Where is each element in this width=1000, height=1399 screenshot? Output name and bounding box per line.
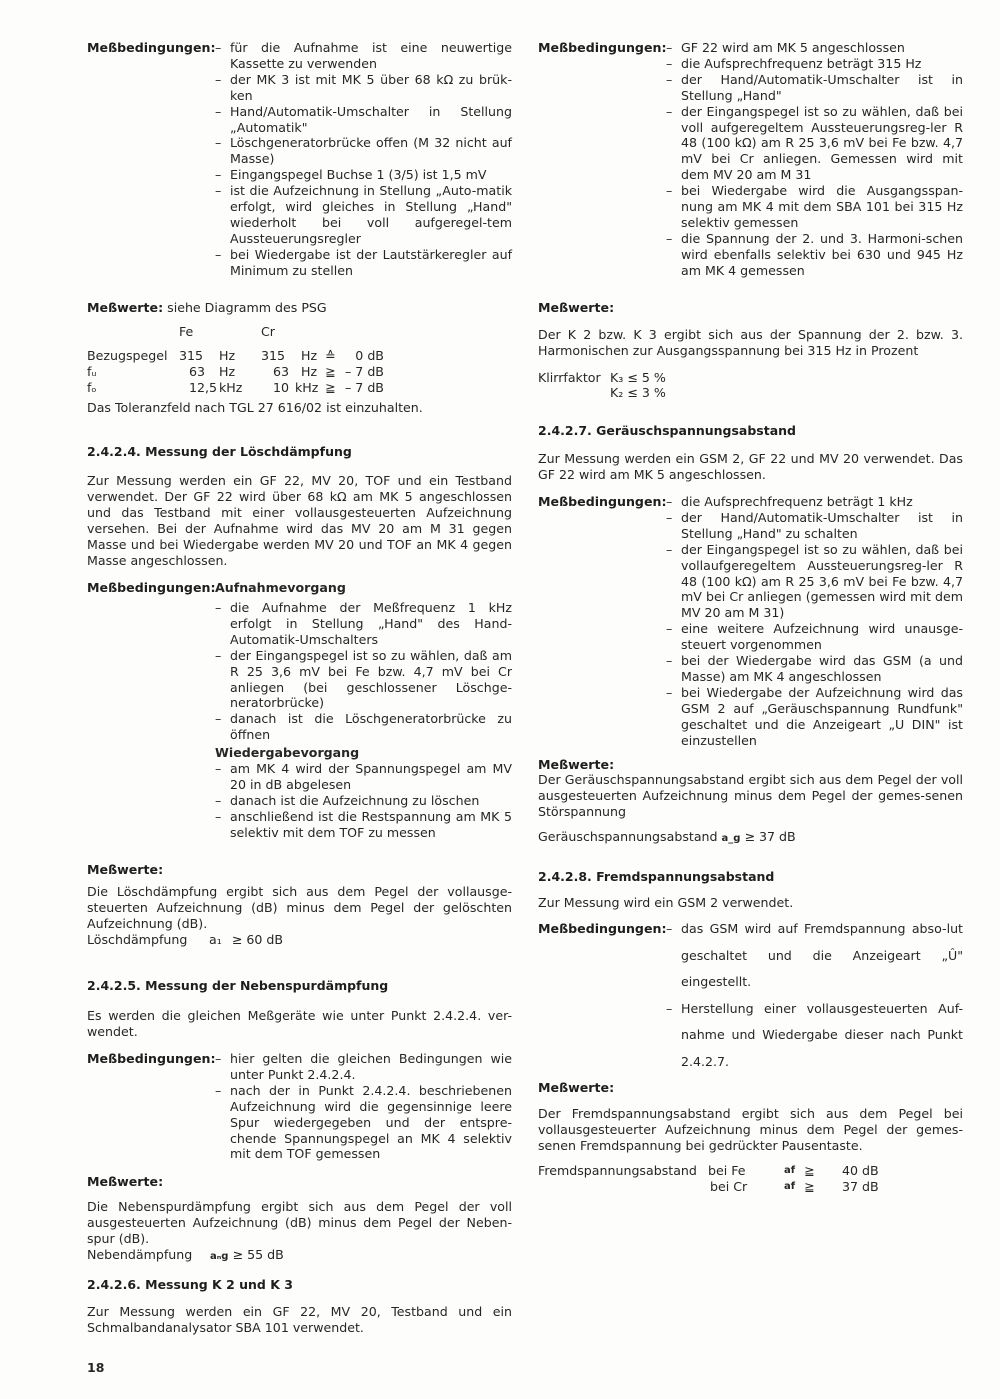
values-text: Der K 2 bzw. K 3 ergibt sich aus der Spannung der 2. bzw. 3. Harmonischen zur Ausgangsspannung bei 315 Hz in Prozent [538,327,963,358]
values-label: Meßwerte: [538,300,615,315]
conditions-list [215,1051,512,1162]
list-item: – der Eingangspegel ist so zu wählen, daß am R 25 3,6 mV bei Fe bzw. 4,7 mV bei Cr anliegen (bei geschlossener Löschge-neratorbrücke) [215,648,512,712]
values-label: Meßwerte: [87,1174,164,1189]
list-item: – ist die Aufzeichnung in Stellung „Auto-matik erfolgt, wird gleiches in Stellung „Hand" wiederholt bei voll aufgeregel-tem Aussteuerungsregler [215,183,512,247]
list-item: – Hand/Automatik-Umschalter in Stellung „Automatik" [215,104,512,136]
list-item: – für die Aufnahme ist eine neuwertige Kassette zu verwenden [215,40,512,72]
k2-value: K₂ ≤ 3 % [610,385,666,400]
col-cr: Cr [261,324,275,339]
table-row: fₒ 12,5 kHz 10 kHz ≧ – 7 dB [87,380,384,395]
list-item: – GF 22 wird am MK 5 angeschlossen [666,40,963,56]
conditions-label: Meßbedingungen: [538,921,667,936]
tolerance-note: Das Toleranzfeld nach TGL 27 616/02 ist einzuhalten. [87,400,423,415]
list-item: – der Eingangspegel ist so zu wählen, daß bei voll aufgeregeltem Aussteuerungsreg-ler R 48 (100 kΩ) am R 25 3,6 mV bei Fe bzw. 4,7 mV bei Cr anliegen. Gemessen wird mit dem MV 20 am M 31 [666,104,963,184]
table-row: fᵤ 63 Hz 63 Hz ≧ – 7 dB [87,364,384,379]
values-label: Meßwerte: [87,300,164,315]
k-conditions [538,40,963,279]
section-2424 [87,444,512,841]
list-item: – der MK 3 ist mit MK 5 über 68 kΩ zu brük-ken [215,72,512,104]
list-item: – die Aufsprechfrequenz beträgt 315 Hz [666,56,963,72]
section-intro: Zur Messung werden ein GF 22, MV 20, TOF und ein Testband verwendet. Der GF 22 wird über 68 kΩ am MK 5 angeschlossen und das Testband mit einer vollausgesteuerten Aufzeichnung versehen. Bei der Aufnahme wird das MV 20 am M 31 gegen Masse und bei Wiedergabe werden MV 20 und TOF an MK 4 gegen Masse angeschlossen. [87,473,512,568]
s2424-values [87,862,512,948]
values-text: Die Löschdämpfung ergibt sich aus dem Pegel der vollausge-steuerten Aufzeichnung (dB) minus dem Pegel der gelöschten Aufzeichnung (dB). [87,884,512,931]
s1-conditions [87,40,512,279]
conditions-label: Meßbedingungen: [87,580,216,595]
s2428-values [538,1080,963,1195]
list-item: – bei Wiedergabe ist der Lautstärkeregler auf Minimum zu stellen [215,247,512,279]
result-line: Löschdämpfung a₁ ≥ 60 dB [87,932,284,947]
values-label: Meßwerte: [538,1080,615,1095]
reference-table [87,324,384,396]
section-heading: 2.4.2.7. Geräuschspannungsabstand [538,423,797,438]
section-2426 [87,1277,512,1336]
list-item: – der Hand/Automatik-Umschalter ist in Stellung „Hand" [666,72,963,104]
list-item: – am MK 4 wird der Spannungspegel am MV 20 in dB abgelesen [215,761,512,793]
values-label: Meßwerte: [87,862,164,877]
section-2428 [538,869,963,1075]
table-row: Fremdspannungsabstand bei Fe af ≧ 40 dB [538,1163,879,1178]
section-intro: Es werden die gleichen Meßgeräte wie unter Punkt 2.4.2.4. ver-wendet. [87,1008,512,1039]
conditions-list [215,40,512,279]
k-values [538,300,963,400]
table-row: Bezugspegel 315 Hz 315 Hz ≙ 0 dB [87,348,384,363]
conditions-list [666,494,963,749]
section-heading: 2.4.2.8. Fremdspannungsabstand [538,869,775,884]
section-heading: 2.4.2.4. Messung der Löschdämpfung [87,444,352,459]
list-item: – das GSM wird auf Fremdspannung abso-lut geschaltet und die Anzeigeart „Û" eingestellt. [666,916,963,996]
conditions-list [215,761,512,841]
col-fe: Fe [179,324,194,339]
result-symbol: a₁ [209,932,222,947]
s2427-values [538,757,963,847]
conditions-label: Meßbedingungen: [538,494,667,509]
list-item: – die Spannung der 2. und 3. Harmoni-schen wird ebenfalls selektiv bei 630 und 945 Hz am MK 4 gemessen [666,231,963,279]
list-item: – bei der Wiedergabe wird das GSM (a und Masse) am MK 4 angeschlossen [666,653,963,685]
result-line: Nebendämpfung aₙg ≥ 55 dB [87,1247,284,1262]
section-intro: Zur Messung werden ein GF 22, MV 20, Testband und ein Schmalbandanalysator SBA 101 verwendet. [87,1304,512,1335]
subheading-recording: Aufnahmevorgang [215,580,346,595]
section-intro: Zur Messung wird ein GSM 2 verwendet. [538,895,794,910]
list-item: – eine weitere Aufzeichnung wird unausge-steuert vorgenommen [666,621,963,653]
conditions-list [215,600,512,743]
conditions-label: Meßbedingungen: [87,40,216,55]
conditions-list [666,40,963,279]
list-item: – die Aufsprechfrequenz beträgt 1 kHz [666,494,963,510]
k3-value: K₃ ≤ 5 % [610,370,666,385]
section-heading: 2.4.2.6. Messung K 2 und K 3 [87,1277,293,1292]
section-2427 [538,423,963,749]
conditions-label: Meßbedingungen: [87,1051,216,1066]
distortion-label: Klirrfaktor [538,370,601,385]
list-item: – Herstellung einer vollausgesteuerten Auf-nahme und Wiedergabe dieser nach Punkt 2.4.2.7. [666,996,963,1076]
s1-values [87,300,512,416]
values-text: Der Fremdspannungsabstand ergibt sich aus dem Pegel bei vollausgesteuerter Aufzeichnung minus dem Pegel der gemes-senen Fremdspannung bei gedrückter Pausentaste. [538,1106,963,1153]
section-intro: Zur Messung werden ein GSM 2, GF 22 und MV 20 verwendet. Das GF 22 wird am MK 5 angeschlossen. [538,451,963,482]
result-line: Geräuschspannungsabstand a_g ≥ 37 dB [538,829,796,844]
result-symbol: aₙg [210,1251,229,1262]
values-label: Meßwerte: [538,757,615,772]
values-text: Die Nebenspurdämpfung ergibt sich aus dem Pegel der voll ausgesteuerten Aufzeichnung (dB) minus dem Pegel der Neben-spur (dB). [87,1199,512,1246]
list-item: – bei Wiedergabe wird die Ausgangsspan-nung am MK 4 mit dem SBA 101 bei 315 Hz selektiv gemessen [666,183,963,231]
list-item: – hier gelten die gleichen Bedingungen wie unter Punkt 2.4.2.4. [215,1051,512,1083]
conditions-label: Meßbedingungen: [538,40,667,55]
list-item: – bei Wiedergabe der Aufzeichnung wird das GSM 2 auf „Geräuschspannung Rundfunk" geschaltet und die Anzeigeart „U DIN" ist einzustellen [666,685,963,749]
s2425-values [87,1174,512,1265]
list-item: – danach ist die Löschgeneratorbrücke zu öffnen [215,711,512,743]
result-symbol: a_g [721,833,741,844]
subheading-playback: Wiedergabevorgang [215,745,360,761]
list-item: – der Eingangspegel ist so zu wählen, daß bei vollaufgeregeltem Aussteuerungsreg-ler R 48 (100 kΩ) am R 25 3,6 mV bei Fe bzw. 4,7 mV bei Cr anliegen (gemessen wird mit dem MV 20 am M 31) [666,542,963,622]
values-text: Der Geräuschspannungsabstand ergibt sich aus dem Pegel der voll ausgesteuerten Aufzeichnung minus dem Pegel der gemes-senen Störspannung [538,772,963,819]
section-heading: 2.4.2.5. Messung der Nebenspurdämpfung [87,978,389,993]
distortion-block [538,370,963,400]
list-item: – Löschgeneratorbrücke offen (M 32 nicht auf Masse) [215,135,512,167]
list-item: – Eingangspegel Buchse 1 (3/5) ist 1,5 mV [215,167,512,183]
list-item: – danach ist die Aufzeichnung zu löschen [215,793,512,809]
table-row: bei Cr af ≧ 37 dB [710,1179,879,1194]
list-item: – anschließend ist die Restspannung am MK 5 selektiv mit dem TOF zu messen [215,809,512,841]
values-text: siehe Diagramm des PSG [167,300,327,315]
conditions-list [666,916,963,1075]
page-number: 18 [87,1360,105,1375]
list-item: – die Aufnahme der Meßfrequenz 1 kHz erfolgt in Stellung „Hand" des Hand-Automatik-Umschalters [215,600,512,648]
list-item: – nach der in Punkt 2.4.2.4. beschriebenen Aufzeichnung wird die gegensinnige leere Spur wiedergegeben und der entspre-chende Spannungspegel an MK 4 selektiv mit dem TOF gemessen [215,1083,512,1163]
section-2425 [87,978,512,1162]
list-item: – der Hand/Automatik-Umschalter ist in Stellung „Hand" zu schalten [666,510,963,542]
result-table [538,1163,879,1195]
